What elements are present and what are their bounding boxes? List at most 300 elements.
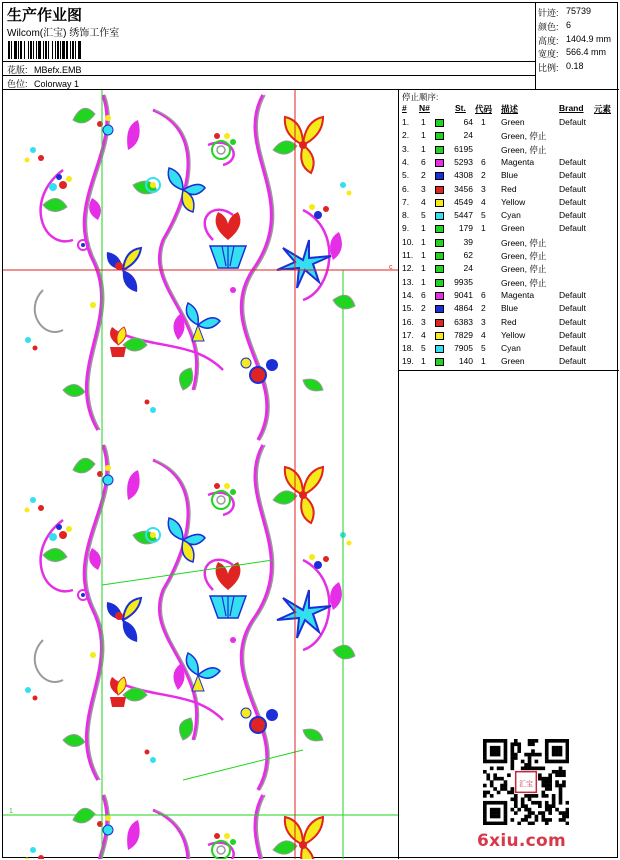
table-row [399,317,619,330]
qr-module [500,822,504,825]
qr-module [524,794,528,798]
row-stitches: 62 [463,250,473,260]
qr-module [490,808,494,812]
qr-module [511,791,515,795]
row-stitches: 9935 [454,276,473,287]
qr-module [493,815,497,819]
color-swatch [435,119,444,127]
table-row [399,210,619,223]
production-worksheet [2,2,618,858]
qr-module [511,818,515,822]
qr-module [545,742,549,746]
row-stitches: 140 [458,356,473,367]
qr-module [559,787,563,791]
spec-value: 1404.9 mm [566,34,612,44]
qr-module [562,739,566,743]
qr-module [559,811,563,815]
qr-module [517,822,521,825]
spec-width [538,47,618,60]
row-index: 12. [402,263,414,274]
qr-module [531,767,535,771]
qr-module [555,770,559,774]
qr-module [500,777,504,781]
row-description: Green, 停止 [501,131,547,142]
spec-value: 566.4 mm [566,47,607,57]
qr-module [511,760,515,764]
qr-module [552,801,556,805]
qr-module [552,753,556,757]
header-info [3,3,536,90]
spec-panel [536,3,619,90]
qr-module [511,787,515,791]
col-header-code: 代码 [475,104,493,114]
row-description: Green, 停止 [501,251,547,261]
qr-module [531,739,535,743]
page-title: 生产作业图 [7,6,83,24]
qr-module [552,739,556,743]
qr-module [566,822,569,825]
qr-module [545,801,549,805]
qr-module [500,787,504,791]
row-brand: Default [559,196,586,207]
qr-module [559,770,563,774]
color-swatch [435,199,444,207]
qr-module [559,794,563,798]
row-index: 19. [402,356,414,367]
row-brand: Default [559,170,586,181]
row-brand: Default [559,356,586,367]
row-brand: Default [559,316,586,327]
row-index: 7. [402,196,410,207]
qr-module [490,749,494,753]
qr-module [504,787,508,791]
colorway-label: 色位: [7,79,28,89]
row-index: 3. [402,143,410,154]
qr-module [552,746,556,750]
qr-module [514,811,518,815]
qr-module [490,822,494,825]
stop-sequence-table [399,90,619,371]
row-index: 15. [402,303,414,314]
qr-module [511,746,515,750]
qr-module [514,753,518,757]
row-index: 1. [402,117,410,127]
spec-key: 针迹: [538,8,559,18]
color-swatch [435,292,444,300]
qr-module [500,760,504,764]
site-logo: 6xiu.com [477,831,567,851]
qr-module [538,777,542,781]
qr-module [566,760,569,764]
qr-module [541,784,545,788]
qr-module [555,808,559,812]
qr-module [511,756,515,760]
row-description: Green [501,356,525,367]
header [3,3,619,90]
qr-module [514,804,518,808]
col-header-n: N# [419,103,430,113]
qr-module [521,760,525,764]
qr-module [486,773,490,777]
qr-module [562,818,566,822]
spec-value: 6 [566,20,572,30]
qr-module [524,815,528,819]
spec-stitches [538,6,618,19]
qr-module [535,760,539,764]
color-swatch [435,279,444,287]
qr-module [497,739,501,743]
row-index: 16. [402,316,414,327]
qr-module [483,808,487,812]
qr-module [538,804,542,808]
qr-module [541,777,545,781]
qr-module [490,784,494,788]
qr-module [504,822,508,825]
qr-module [511,749,515,753]
row-n: 4 [421,196,426,207]
qr-module [504,746,508,750]
row-index: 4. [402,156,410,167]
spec-value: 0.18 [566,61,584,71]
row-brand: Default [559,156,586,167]
qr-module [497,811,501,815]
row-stitches: 5447 [454,210,473,221]
qr-module [559,753,563,757]
color-swatch [435,239,444,247]
guide-mark-left: 1 [9,808,13,815]
row-stitches: 24 [463,130,473,141]
qr-module [528,756,532,760]
qr-module [545,804,549,808]
barcode-bar [81,41,82,59]
qr-module [511,808,515,812]
qr-module [493,749,497,753]
qr-module [514,794,518,798]
qr-module [548,784,552,788]
row-brand: Default [559,223,586,234]
qr-seal-text: 汇宝 [519,779,533,788]
row-n: 2 [421,170,426,181]
qr-module [483,739,487,743]
row-brand: Default [559,289,586,300]
qr-module [504,784,508,788]
qr-module [566,749,569,753]
qr-module [490,811,494,815]
qr-module [483,804,487,808]
row-stitches: 5293 [454,156,473,167]
row-index: 14. [402,289,414,300]
qr-module [490,746,494,750]
qr-module [497,822,501,825]
qr-module [545,787,549,791]
qr-module [566,808,569,812]
row-n: 1 [421,130,426,141]
row-stitches: 24 [463,263,473,274]
color-swatch [435,172,444,180]
qr-module [528,742,532,746]
divider [3,75,536,76]
qr-module [490,767,494,771]
row-index: 6. [402,183,410,194]
qr-module [545,739,549,743]
row-code: 2 [481,170,486,181]
row-description: Green, 停止 [501,264,547,275]
barcode [8,41,116,59]
qr-module [528,811,532,815]
row-index: 10. [402,236,414,247]
color-swatch [435,305,444,313]
qr-module [548,804,552,808]
qr-module [490,739,494,743]
qr-module [504,815,508,819]
spec-key: 宽度: [538,49,559,59]
table-row [399,157,619,170]
qr-module [504,808,508,812]
qr-module [483,794,487,798]
qr-module [500,739,504,743]
qr-module [548,811,552,815]
spec-height [538,34,618,47]
table-row [399,290,619,303]
row-n: 1 [421,356,426,367]
table-row [399,330,619,343]
qr-module [535,801,539,805]
qr-module [531,801,535,805]
table-row [399,277,619,290]
qr-module [531,811,535,815]
row-n: 3 [421,316,426,327]
qr-module [545,749,549,753]
qr-module [531,753,535,757]
qr-module [566,756,569,760]
qr-module [514,739,518,743]
row-n: 3 [421,183,426,194]
row-stitches: 9041 [454,289,473,300]
qr-module [548,780,552,784]
qr-module [504,804,508,808]
qr-module [531,794,535,798]
qr-module [483,801,487,805]
qr-module [493,808,497,812]
qr-module [521,818,525,822]
qr-module [559,746,563,750]
qr-module [514,797,518,801]
qr-module [538,811,542,815]
row-code: 1 [481,223,486,234]
row-code: 1 [481,117,486,127]
row-description: Green, 停止 [501,144,547,155]
qr-module [541,780,545,784]
row-stitches: 4549 [454,196,473,207]
qr-module [504,780,508,784]
qr-module [541,794,545,798]
qr-module [545,760,549,764]
qr-module [559,749,563,753]
qr-module [490,815,494,819]
row-code: 6 [481,289,486,300]
qr-module [528,767,532,771]
table-caption: 停止顺序: [402,92,439,102]
row-code: 3 [481,183,486,194]
qr-module [562,770,566,774]
row-index: 9. [402,223,410,234]
color-swatch [435,265,444,273]
qr-module [517,808,521,812]
color-swatch [435,252,444,260]
row-stitches: 6383 [454,316,473,327]
qr-module [545,818,549,822]
qr-module [497,746,501,750]
color-swatch [435,212,444,220]
qr-module [524,767,528,771]
row-description: Green [501,223,525,234]
row-index: 17. [402,329,414,340]
qr-module [566,739,569,743]
qr-module [504,753,508,757]
row-code: 3 [481,316,486,327]
qr-module [555,780,559,784]
qr-module [500,767,504,771]
qr-module [538,773,542,777]
row-brand: Default [559,210,586,221]
row-index: 11. [402,250,414,260]
qr-module [559,739,563,743]
row-index: 13. [402,276,414,287]
qr-module [555,760,559,764]
row-description: Yellow [501,196,526,207]
qr-module [531,742,535,746]
qr-module [511,763,515,767]
qr-module [559,773,563,777]
qr-module [524,818,528,822]
qr-module [483,784,487,788]
row-stitches: 64 [463,117,473,127]
table-row [399,170,619,183]
qr-module [535,818,539,822]
row-n: 6 [421,289,426,300]
qr-module [541,767,545,771]
qr-module [483,756,487,760]
row-n: 2 [421,303,426,314]
qr-module [559,767,563,771]
qr-module [504,739,508,743]
table-row [399,303,619,316]
embroidery-design-preview [3,90,399,859]
row-description: Cyan [501,210,521,221]
qr-module [545,784,549,788]
qr-module [552,804,556,808]
qr-module [524,804,528,808]
spec-key: 颜色: [538,22,559,32]
table-row [399,250,619,263]
qr-module [504,811,508,815]
design-file-value: MBefx.EMB [34,65,82,75]
table-row [399,144,619,157]
row-n: 1 [421,263,426,274]
color-swatch [435,146,444,154]
row-description: Red [501,316,517,327]
row-n: 6 [421,156,426,167]
qr-module [490,801,494,805]
qr-module [504,818,508,822]
qr-module [548,739,552,743]
row-description: Green, 停止 [501,237,547,248]
qr-module [497,767,501,771]
qr-module [497,777,501,781]
qr-module [497,749,501,753]
col-header-description: 描述 [501,104,519,114]
qr-module [490,753,494,757]
qr-module [486,760,490,764]
qr-module [545,746,549,750]
qr-module [486,739,490,743]
qr-module [517,746,521,750]
row-stitches: 7829 [454,329,473,340]
qr-module [483,822,487,825]
qr-module [562,760,566,764]
qr-module [486,801,490,805]
row-description: Cyan [501,343,521,354]
qr-module [483,770,487,774]
col-header-brand: Brand [559,103,584,113]
qr-module [521,797,525,801]
row-index: 8. [402,210,410,221]
qr-module [555,784,559,788]
qr-module [514,742,518,746]
qr-module [483,811,487,815]
qr-module [562,773,566,777]
color-swatch [435,225,444,233]
qr-module [535,815,539,819]
qr-module [486,822,490,825]
qr-module [555,746,559,750]
qr-module [497,808,501,812]
row-n: 1 [421,223,426,234]
row-brand: Default [559,183,586,194]
qr-module [562,815,566,819]
row-code: 5 [481,210,486,221]
table-row [399,263,619,276]
table-row [399,197,619,210]
qr-module [548,808,552,812]
color-swatch [435,358,444,366]
row-stitches: 6195 [454,143,473,154]
row-code: 2 [481,303,486,314]
qr-module [493,811,497,815]
divider [3,61,536,62]
row-index: 2. [402,130,410,141]
qr-module [514,756,518,760]
qr-module [504,760,508,764]
color-swatch [435,345,444,353]
qr-module [552,749,556,753]
qr-module [514,801,518,805]
qr-module [490,794,494,798]
qr-module [566,801,569,805]
qr-module [521,804,525,808]
qr-module [483,760,487,764]
qr-module [562,811,566,815]
qr-module [548,777,552,781]
qr-module [497,815,501,819]
row-brand: Default [559,343,586,354]
row-n: 1 [421,236,426,247]
qr-module [531,749,535,753]
row-n: 1 [421,250,426,260]
row-stitches: 39 [463,236,473,247]
qr-module [541,818,545,822]
qr-module [548,773,552,777]
